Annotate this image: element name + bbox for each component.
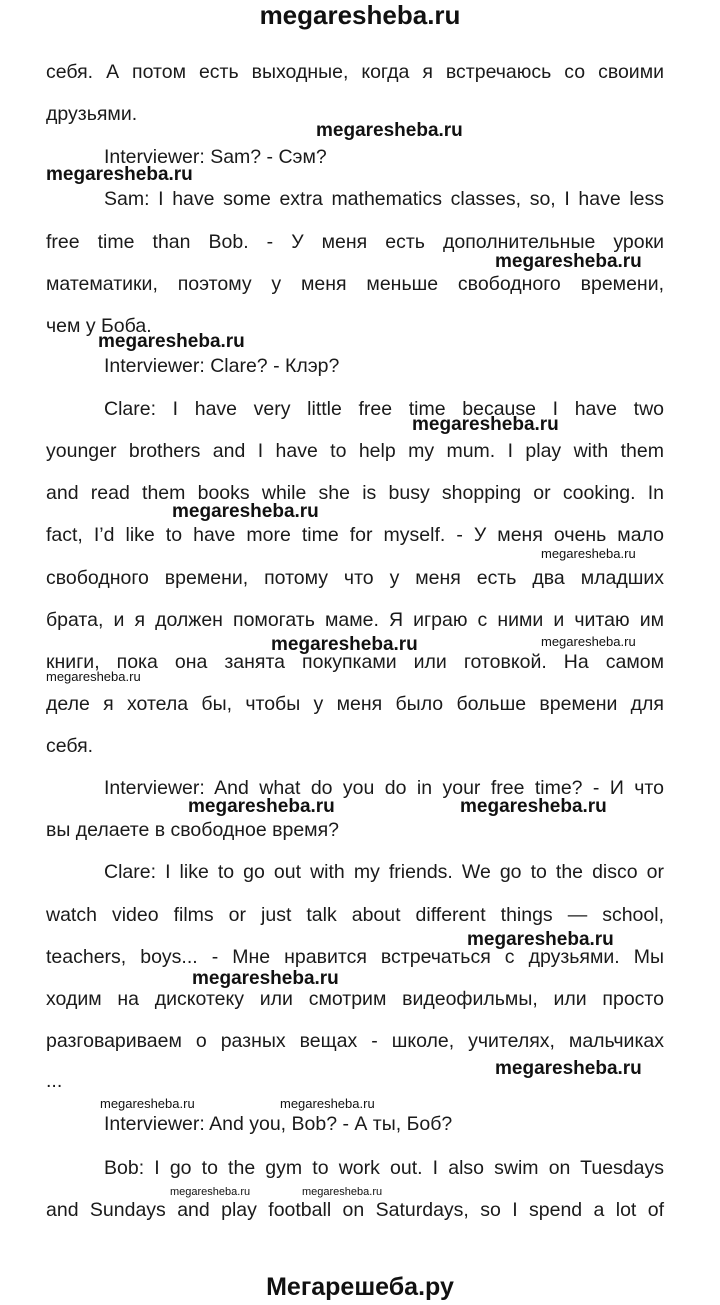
text-line: Sam: I have some extra mathematics classes, so, I have less — [104, 188, 664, 210]
text-line: Interviewer: And you, Bob? - А ты, Боб? — [104, 1113, 453, 1135]
watermark: megaresheba.ru — [100, 1096, 195, 1111]
text-line: деле я хотела бы, чтобы у меня было больше времени для — [46, 693, 664, 715]
watermark: megaresheba.ru — [302, 1186, 383, 1198]
text-line: чем у Боба. — [46, 315, 152, 337]
watermark: megaresheba.ru — [172, 501, 319, 522]
watermark: megaresheba.ru — [495, 1058, 642, 1079]
text-line: себя. А потом есть выходные, когда я встречаюсь со своими — [46, 61, 664, 83]
watermark: megaresheba.ru — [541, 546, 636, 561]
watermark: megaresheba.ru — [541, 634, 636, 649]
text-line: and Sundays and play football on Saturdays, so I spend a lot of — [46, 1199, 664, 1221]
text-line: ходим на дискотеку или смотрим видеофильмы, или просто — [46, 988, 664, 1010]
text-line: свободного времени, потому что у меня есть два младших — [46, 567, 664, 589]
watermark: megaresheba.ru — [495, 251, 642, 272]
watermark: megaresheba.ru — [170, 1186, 251, 1198]
text-line: and read them books while she is busy shopping or cooking. In — [46, 482, 664, 504]
text-line: Interviewer: And what do you do in your free time? - И что — [104, 777, 664, 799]
text-line: брата, и я должен помогать маме. Я играю с ними и читаю им — [46, 609, 664, 631]
watermark: megaresheba.ru — [46, 669, 141, 684]
text-line: teachers, boys... - Мне нравится встречаться с друзьями. Мы — [46, 946, 664, 968]
watermark: megaresheba.ru — [98, 331, 245, 352]
text-line: математики, поэтому у меня меньше свободного времени, — [46, 273, 664, 295]
watermark: megaresheba.ru — [467, 929, 614, 950]
text-line: Bob: I go to the gym to work out. I also swim on Tuesdays — [104, 1157, 664, 1179]
watermark: megaresheba.ru — [192, 968, 339, 989]
text-line: Interviewer: Sam? - Сэм? — [104, 146, 327, 168]
text-line: книги, пока она занята покупками или готовкой. На самом — [46, 651, 664, 673]
text-line: вы делаете в свободное время? — [46, 819, 339, 841]
text-line: Interviewer: Clare? - Клэр? — [104, 355, 340, 377]
watermark: megaresheba.ru — [412, 414, 559, 435]
text-line: разговариваем о разных вещах - школе, учителях, мальчиках — [46, 1030, 664, 1052]
watermark: megaresheba.ru — [460, 796, 607, 817]
text-line: free time than Bob. - У меня есть дополнительные уроки — [46, 231, 664, 253]
watermark: megaresheba.ru — [280, 1096, 375, 1111]
text-line: fact, I’d like to have more time for myself. - У меня очень мало — [46, 524, 664, 546]
watermark: megaresheba.ru — [316, 120, 463, 141]
text-line: друзьями. — [46, 103, 138, 125]
text-line: себя. — [46, 735, 94, 757]
text-line: Clare: I like to go out with my friends. We go to the disco or — [104, 861, 664, 883]
text-line: Clare: I have very little free time because I have two — [104, 398, 664, 420]
text-line: younger brothers and I have to help my mum. I play with them — [46, 440, 664, 462]
text-line: ... — [46, 1070, 63, 1092]
site-footer: Мегарешеба.ру — [266, 1273, 454, 1301]
watermark: megaresheba.ru — [46, 164, 193, 185]
text-line: watch video films or just talk about different things — school, — [46, 904, 664, 926]
site-header: megaresheba.ru — [259, 0, 461, 30]
watermark: megaresheba.ru — [188, 796, 335, 817]
watermark: megaresheba.ru — [271, 634, 418, 655]
